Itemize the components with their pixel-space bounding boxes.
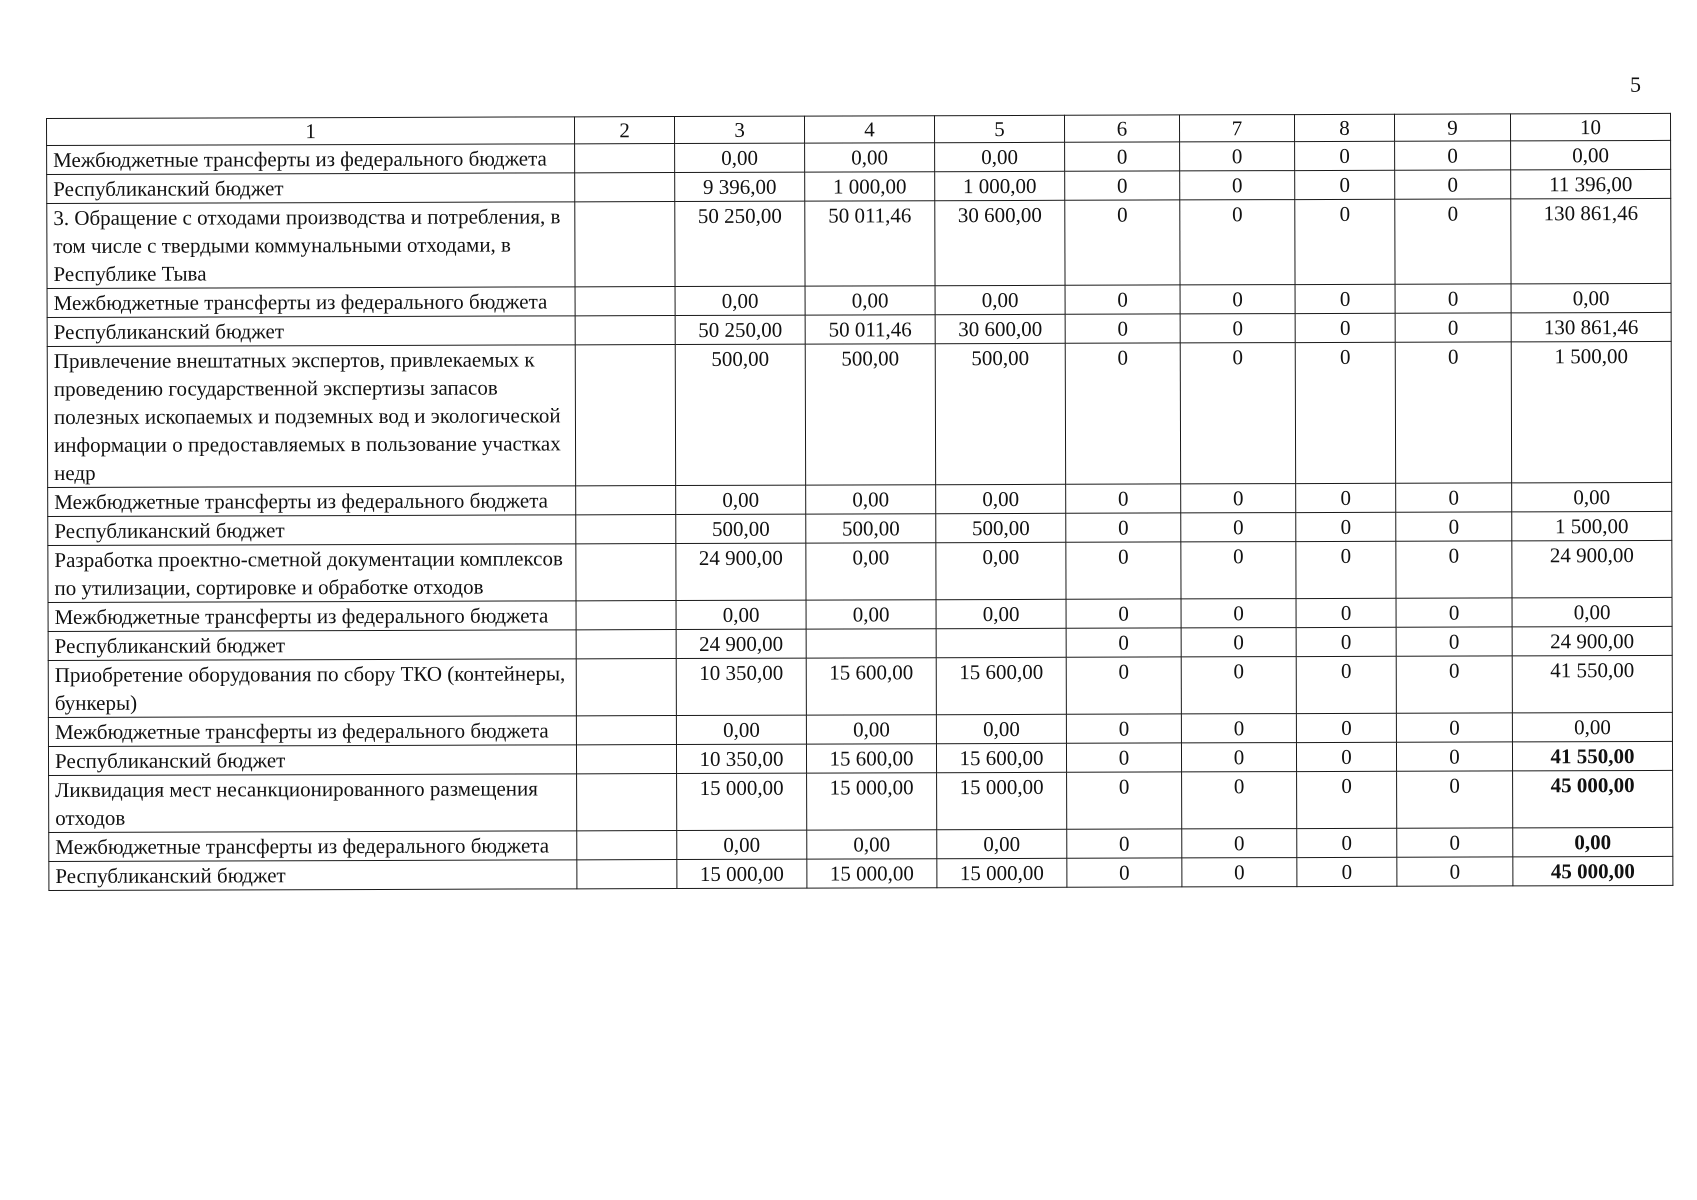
table-row	[48, 540, 1672, 602]
cell-col-9: 0	[1396, 598, 1512, 627]
cell-col-7: 0	[1181, 714, 1296, 743]
cell-col-8: 0	[1296, 541, 1396, 598]
cell-col-4: 0,00	[805, 286, 935, 315]
cell-col-7: 0	[1182, 772, 1297, 829]
cell-col-3: 15 000,00	[677, 773, 807, 830]
cell-col-6: 0	[1066, 484, 1181, 513]
cell-col-9: 0	[1396, 483, 1512, 512]
cell-col-4: 1 000,00	[805, 172, 935, 201]
cell-col-8: 0	[1295, 141, 1395, 170]
cell-col-3: 15 000,00	[677, 859, 807, 888]
cell-col-2	[576, 544, 676, 601]
table-row	[49, 856, 1673, 890]
column-header: 8	[1294, 114, 1394, 141]
cell-col-4: 0,00	[805, 143, 935, 172]
cell-col-5: 15 000,00	[937, 858, 1067, 887]
cell-col-10: 41 550,00	[1512, 655, 1672, 713]
cell-col-3: 10 350,00	[676, 658, 806, 715]
cell-col-2	[576, 486, 676, 515]
cell-col-4: 0,00	[806, 543, 936, 600]
cell-col-5: 0,00	[936, 484, 1066, 513]
cell-col-10: 0,00	[1511, 283, 1671, 313]
row-label: Республиканский бюджет	[47, 316, 575, 347]
cell-col-2	[576, 601, 676, 630]
cell-col-5: 0,00	[936, 542, 1066, 599]
column-header: 5	[934, 115, 1064, 142]
cell-col-8: 0	[1296, 656, 1396, 713]
cell-col-10: 45 000,00	[1513, 856, 1673, 886]
cell-col-10: 130 861,46	[1511, 312, 1671, 342]
cell-col-8: 0	[1296, 512, 1396, 541]
cell-col-7: 0	[1181, 513, 1296, 542]
row-label: 3. Обращение с отходами производства и потребления, в том числе с твердыми коммунальными отходами, в Республике Тыва	[47, 202, 575, 289]
row-label: Межбюджетные трансферты из федерального бюджета	[48, 601, 576, 632]
cell-col-7: 0	[1181, 599, 1296, 628]
cell-col-2	[576, 716, 676, 745]
row-label: Разработка проектно-сметной документации комплексов по утилизации, сортировке и обработке отходов	[48, 544, 576, 603]
column-header: 9	[1394, 114, 1510, 141]
cell-col-5: 500,00	[936, 513, 1066, 542]
cell-col-2	[576, 659, 676, 716]
cell-col-8: 0	[1297, 828, 1397, 857]
table-body	[47, 140, 1673, 890]
cell-col-6: 0	[1066, 657, 1181, 714]
cell-col-2	[577, 831, 677, 860]
cell-col-9: 0	[1395, 342, 1511, 483]
cell-col-5: 15 000,00	[937, 772, 1067, 829]
cell-col-9: 0	[1395, 199, 1511, 284]
cell-col-10: 0,00	[1511, 140, 1671, 170]
cell-col-10: 1 500,00	[1511, 341, 1671, 483]
cell-col-6: 0	[1066, 743, 1181, 772]
cell-col-9: 0	[1395, 170, 1511, 199]
cell-col-6: 0	[1065, 171, 1180, 200]
cell-col-10: 24 900,00	[1512, 626, 1672, 656]
cell-col-4: 0,00	[807, 830, 937, 859]
cell-col-7: 0	[1181, 743, 1296, 772]
row-label: Республиканский бюджет	[48, 515, 576, 546]
cell-col-7: 0	[1181, 628, 1296, 657]
cell-col-3: 9 396,00	[675, 172, 805, 201]
cell-col-3: 24 900,00	[676, 543, 806, 600]
cell-col-2	[575, 316, 675, 345]
column-header: 4	[804, 116, 934, 143]
cell-col-9: 0	[1396, 742, 1512, 771]
cell-col-7: 0	[1180, 314, 1295, 343]
cell-col-6: 0	[1066, 628, 1181, 657]
row-label: Межбюджетные трансферты из федерального бюджета	[48, 716, 576, 747]
cell-col-10: 0,00	[1512, 712, 1672, 742]
cell-col-6: 0	[1065, 285, 1180, 314]
cell-col-8: 0	[1297, 771, 1397, 828]
cell-col-7: 0	[1181, 657, 1296, 714]
cell-col-9: 0	[1396, 627, 1512, 656]
row-label: Республиканский бюджет	[48, 630, 576, 661]
cell-col-5: 500,00	[935, 343, 1065, 484]
row-label: Межбюджетные трансферты из федерального бюджета	[49, 831, 577, 862]
cell-col-8: 0	[1296, 742, 1396, 771]
cell-col-5: 15 600,00	[936, 657, 1066, 714]
cell-col-7: 0	[1181, 484, 1296, 513]
cell-col-8: 0	[1295, 342, 1395, 483]
row-label: Межбюджетные трансферты из федерального бюджета	[48, 486, 576, 517]
cell-col-3: 0,00	[675, 143, 805, 172]
cell-col-5: 0,00	[935, 142, 1065, 171]
column-header: 1	[47, 117, 575, 146]
cell-col-8: 0	[1295, 284, 1395, 313]
cell-col-2	[575, 173, 675, 202]
cell-col-2	[575, 144, 675, 173]
cell-col-6: 0	[1066, 542, 1181, 599]
cell-col-7: 0	[1180, 200, 1295, 285]
cell-col-8: 0	[1295, 199, 1395, 284]
cell-col-5: 15 600,00	[936, 743, 1066, 772]
cell-col-8: 0	[1297, 857, 1397, 886]
row-label: Республиканский бюджет	[47, 173, 575, 204]
cell-col-6: 0	[1065, 314, 1180, 343]
cell-col-6: 0	[1067, 772, 1182, 829]
column-header: 2	[574, 117, 674, 144]
cell-col-4: 0,00	[806, 485, 936, 514]
cell-col-9: 0	[1396, 512, 1512, 541]
cell-col-9: 0	[1396, 541, 1512, 598]
cell-col-4: 50 011,46	[805, 315, 935, 344]
cell-col-10: 0,00	[1512, 482, 1672, 512]
cell-col-10: 1 500,00	[1512, 511, 1672, 541]
cell-col-5: 0,00	[937, 829, 1067, 858]
cell-col-10: 0,00	[1513, 827, 1673, 857]
cell-col-6: 0	[1066, 599, 1181, 628]
table-row	[48, 655, 1672, 717]
cell-col-4: 500,00	[805, 344, 935, 485]
cell-col-6: 0	[1067, 829, 1182, 858]
table-row	[47, 198, 1671, 288]
cell-col-10: 45 000,00	[1513, 770, 1673, 828]
cell-col-9: 0	[1395, 313, 1511, 342]
cell-col-5: 0,00	[935, 285, 1065, 314]
cell-col-6: 0	[1067, 858, 1182, 887]
cell-col-9: 0	[1395, 284, 1511, 313]
cell-col-7: 0	[1180, 343, 1295, 484]
row-label: Межбюджетные трансферты из федерального бюджета	[47, 287, 575, 318]
cell-col-7: 0	[1180, 142, 1295, 171]
cell-col-7: 0	[1180, 285, 1295, 314]
cell-col-9: 0	[1397, 857, 1513, 886]
cell-col-9: 0	[1396, 713, 1512, 742]
cell-col-3: 500,00	[676, 514, 806, 543]
cell-col-3: 500,00	[675, 344, 805, 485]
cell-col-4: 15 000,00	[807, 773, 937, 830]
cell-col-4: 15 000,00	[807, 859, 937, 888]
cell-col-6: 0	[1065, 200, 1180, 285]
cell-col-2	[575, 345, 675, 486]
row-label: Ликвидация мест несанкционированного размещения отходов	[49, 774, 577, 833]
cell-col-3: 0,00	[677, 830, 807, 859]
cell-col-3: 24 900,00	[676, 629, 806, 658]
cell-col-5: 1 000,00	[935, 171, 1065, 200]
cell-col-5: 30 600,00	[935, 314, 1065, 343]
cell-col-3: 50 250,00	[675, 315, 805, 344]
cell-col-2	[576, 515, 676, 544]
cell-col-10: 41 550,00	[1512, 741, 1672, 771]
cell-col-5: 0,00	[936, 714, 1066, 743]
cell-col-2	[576, 745, 676, 774]
cell-col-3: 0,00	[676, 715, 806, 744]
table-row	[47, 341, 1671, 487]
cell-col-6: 0	[1066, 714, 1181, 743]
cell-col-7: 0	[1181, 542, 1296, 599]
cell-col-4: 50 011,46	[805, 201, 935, 286]
cell-col-4: 15 600,00	[806, 744, 936, 773]
cell-col-2	[576, 630, 676, 659]
cell-col-3: 0,00	[676, 600, 806, 629]
cell-col-4: 500,00	[806, 514, 936, 543]
cell-col-2	[577, 774, 677, 831]
cell-col-6: 0	[1065, 142, 1180, 171]
row-label: Республиканский бюджет	[48, 745, 576, 776]
cell-col-6: 0	[1066, 513, 1181, 542]
cell-col-2	[575, 287, 675, 316]
cell-col-4	[806, 629, 936, 658]
row-label: Республиканский бюджет	[49, 860, 577, 891]
table-row	[49, 770, 1673, 832]
cell-col-8: 0	[1296, 598, 1396, 627]
column-header: 7	[1179, 115, 1294, 142]
cell-col-10: 130 861,46	[1511, 198, 1671, 284]
column-header: 10	[1510, 113, 1670, 141]
row-label: Межбюджетные трансферты из федерального бюджета	[47, 144, 575, 175]
cell-col-2	[577, 860, 677, 889]
cell-col-8: 0	[1296, 483, 1396, 512]
cell-col-5: 30 600,00	[935, 200, 1065, 285]
cell-col-4: 15 600,00	[806, 658, 936, 715]
cell-col-7: 0	[1180, 171, 1295, 200]
cell-col-8: 0	[1296, 713, 1396, 742]
cell-col-3: 50 250,00	[675, 201, 805, 286]
row-label: Приобретение оборудования по сбору ТКО (контейнеры, бункеры)	[48, 659, 576, 718]
cell-col-6: 0	[1065, 343, 1180, 484]
cell-col-4: 0,00	[806, 715, 936, 744]
cell-col-7: 0	[1182, 829, 1297, 858]
row-label: Привлечение внештатных экспертов, привлекаемых к проведению государственной экспертизы запасов полезных ископаемых и подземных вод и экологической информации о предоставляемых в пользование участках недр	[47, 345, 575, 488]
cell-col-9: 0	[1397, 828, 1513, 857]
cell-col-8: 0	[1295, 313, 1395, 342]
cell-col-5	[936, 628, 1066, 657]
column-header: 3	[674, 116, 804, 143]
cell-col-3: 0,00	[675, 286, 805, 315]
cell-col-8: 0	[1296, 627, 1396, 656]
column-header: 6	[1064, 115, 1179, 142]
cell-col-9: 0	[1395, 141, 1511, 170]
cell-col-8: 0	[1295, 170, 1395, 199]
cell-col-2	[575, 202, 675, 287]
cell-col-9: 0	[1396, 656, 1512, 713]
cell-col-3: 10 350,00	[676, 744, 806, 773]
cell-col-3: 0,00	[676, 485, 806, 514]
cell-col-4: 0,00	[806, 600, 936, 629]
page-number: 5	[1630, 72, 1641, 97]
cell-col-5: 0,00	[936, 599, 1066, 628]
cell-col-9: 0	[1397, 771, 1513, 828]
cell-col-7: 0	[1182, 858, 1297, 887]
cell-col-10: 11 396,00	[1511, 169, 1671, 199]
cell-col-10: 24 900,00	[1512, 540, 1672, 598]
budget-table	[46, 113, 1673, 891]
cell-col-10: 0,00	[1512, 597, 1672, 627]
